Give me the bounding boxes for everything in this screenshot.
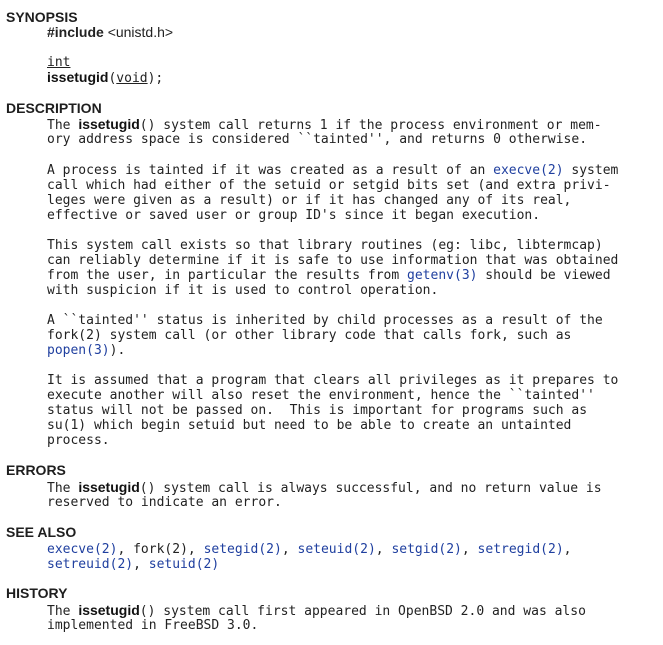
text-span: ). (109, 343, 126, 358)
link-setegid[interactable]: setegid(2) (203, 542, 282, 557)
text-span: system (563, 163, 619, 178)
description-p1-line2: ory address space is considered ``tainted'', and returns 0 otherwise. (47, 132, 588, 147)
text-span: A process is tainted if it was created as a result of an (47, 163, 494, 178)
link-seteuid[interactable]: seteuid(2) (297, 542, 376, 557)
function-name: issetugid (78, 116, 140, 132)
description-p2-line4: effective or saved user or group ID's since it began execution. (47, 208, 541, 223)
link-setreuid[interactable]: setreuid(2) (47, 557, 134, 572)
description-p3-line1: This system call exists so that library routines (eg: libc, libtermcap) (47, 238, 603, 253)
function-name: issetugid (47, 69, 109, 85)
description-p2-line3: leges were given as a result) or if it has changed any of its real, (47, 193, 572, 208)
text-span: () system call returns 1 if the process environment or mem- (139, 118, 602, 133)
text-span: () system call first appeared in OpenBSD 2.0 and was also (139, 604, 586, 619)
separator: , (187, 542, 204, 557)
description-p3-line2: can reliably determine if it is safe to use information that was obtained (47, 253, 619, 268)
function-name: issetugid (78, 602, 140, 618)
errors-line1 (47, 480, 602, 496)
see-also-heading: SEE ALSO (6, 524, 77, 540)
text-span: should be viewed (477, 268, 611, 283)
description-p5-line2: execute another will also reset the environment, hence the ``tainted'' (47, 388, 595, 403)
description-p4-line3 (47, 343, 125, 358)
signature-close: ); (147, 71, 164, 86)
description-p2-line2: call which had either of the setuid or setgid bits set (and extra privi- (47, 178, 611, 193)
separator: , (563, 542, 572, 557)
link-popen[interactable]: popen(3) (47, 343, 110, 358)
description-p3-line3 (47, 268, 611, 283)
synopsis-heading: SYNOPSIS (6, 9, 78, 25)
return-type: int (47, 55, 71, 70)
history-line1 (47, 603, 586, 619)
link-setuid[interactable]: setuid(2) (148, 557, 220, 572)
separator: , (281, 542, 298, 557)
history-heading: HISTORY (6, 585, 68, 601)
link-setregid[interactable]: setregid(2) (477, 542, 564, 557)
separator: , (461, 542, 478, 557)
see-also-line1 (47, 542, 571, 557)
link-execve[interactable]: execve(2) (47, 542, 118, 557)
history-line2: implemented in FreeBSD 3.0. (47, 618, 259, 633)
link-setgid[interactable]: setgid(2) (391, 542, 462, 557)
separator: , (117, 542, 134, 557)
description-p4-line1: A ``tainted'' status is inherited by child processes as a result of the (47, 313, 603, 328)
description-heading: DESCRIPTION (6, 100, 102, 116)
return-type-line (47, 55, 70, 70)
description-p5-line4: su(1) which begin setuid but need to be able to create an untainted (47, 418, 572, 433)
include-line (47, 25, 173, 40)
description-p4-line2: fork(2) system call (or other library code that calls fork, such as (47, 328, 572, 343)
include-directive: #include (47, 24, 104, 40)
description-p5-line5: process. (47, 433, 110, 448)
description-p1-line1 (47, 117, 602, 133)
fork-ref: fork(2) (133, 542, 188, 557)
signature-open: ( (108, 71, 117, 86)
text-span: The (47, 604, 79, 619)
description-p5-line1: It is assumed that a program that clears all privileges as it prepares to (47, 373, 619, 388)
text-span: () system call is always successful, and no return value is (139, 481, 602, 496)
link-execve[interactable]: execve(2) (493, 163, 564, 178)
errors-heading: ERRORS (6, 462, 66, 478)
see-also-line2 (47, 557, 219, 572)
description-p2-line1 (47, 163, 618, 178)
link-getenv[interactable]: getenv(3) (407, 268, 478, 283)
text-span: from the user, in particular the results from (47, 268, 408, 283)
separator: , (375, 542, 392, 557)
include-header: <unistd.h> (107, 24, 174, 40)
description-p5-line3: status will not be passed on. This is important for programs such as (47, 403, 588, 418)
function-name: issetugid (78, 479, 140, 495)
text-span: The (47, 481, 79, 496)
errors-line2: reserved to indicate an error. (47, 495, 282, 510)
param-type: void (116, 71, 148, 86)
separator: , (133, 557, 149, 572)
function-signature (47, 70, 163, 86)
text-span: The (47, 118, 79, 133)
description-p3-line4: with suspicion if it is used to control operation. (47, 283, 439, 298)
